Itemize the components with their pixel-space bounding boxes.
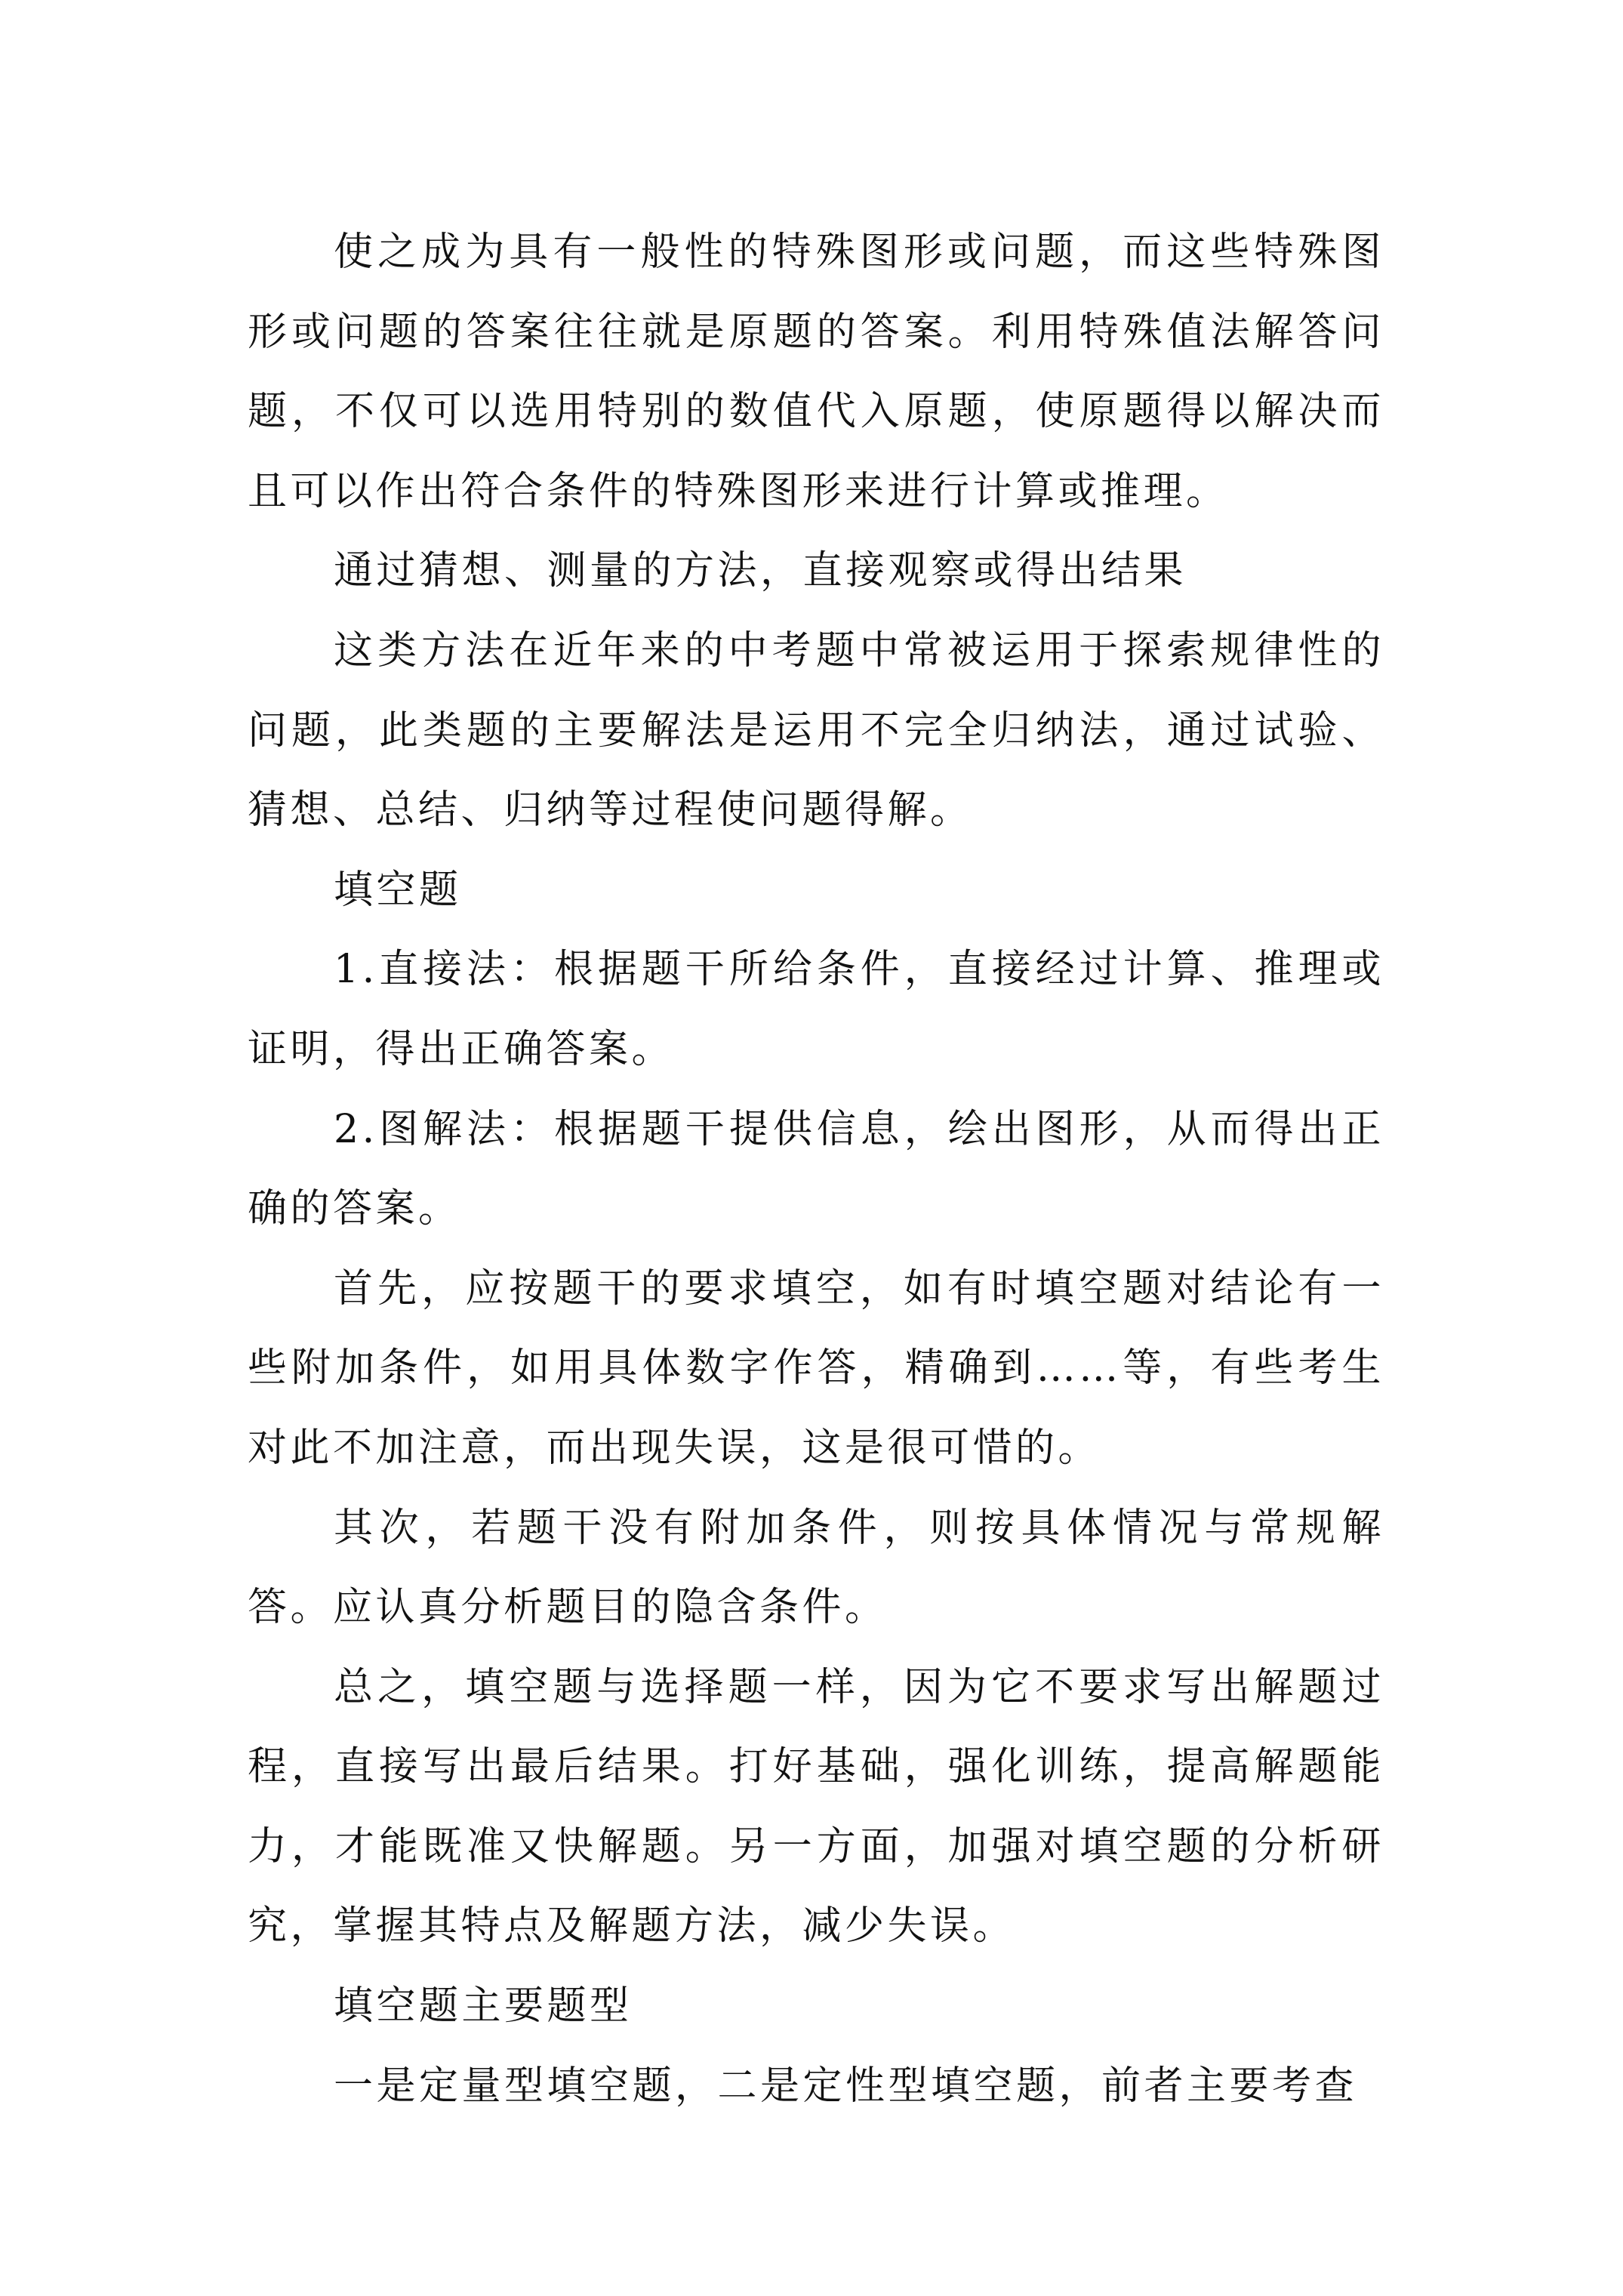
paragraph-induction-method: 这类方法在近年来的中考题中常被运用于探索规律性的问题，此类题的主要解法是运用不完全归纳法，通过试验、猜想、总结、归纳等过程使问题得解。 xyxy=(248,627,1384,834)
paragraph-direct-method: 1.直接法：根据题干所给条件，直接经过计算、推理或证明，得出正确答案。 xyxy=(248,947,1384,1072)
paragraph-first-requirements: 首先，应按题干的要求填空，如有时填空题对结论有一些附加条件，如用具体数字作答，精确到……等，有些考生对此不加注意，而出现失误，这是很可惜的。 xyxy=(248,1265,1384,1471)
paragraph-summary: 总之，填空题与选择题一样，因为它不要求写出解题过程，直接写出最后结果。打好基础，强化训练，提高解题能力，才能既准又快解题。另一方面，加强对填空题的分析研究，掌握其特点及解题方法，减少失误。 xyxy=(248,1664,1384,1949)
document-page xyxy=(248,213,1384,2126)
heading-fill-in-blank: 填空题 xyxy=(334,867,462,913)
heading-main-question-types: 填空题主要题型 xyxy=(334,1983,633,2029)
paragraph-question-types: 一是定量型填空题，二是定性型填空题，前者主要考查 xyxy=(334,2063,1358,2109)
paragraph-special-value-method: 使之成为具有一般性的特殊图形或问题，而这些特殊图形或问题的答案往往就是原题的答案。利用特殊值法解答问题，不仅可以选用特别的数值代入原题，使原题得以解决而且可以作出符合条件的特殊图形来进行计算或推理。 xyxy=(248,230,1384,514)
paragraph-second-conditions: 其次，若题干没有附加条件，则按具体情况与常规解答。应认真分析题目的隐含条件。 xyxy=(248,1505,1384,1631)
paragraph-graphic-method: 2.图解法：根据题干提供信息，绘出图形，从而得出正确的答案。 xyxy=(248,1106,1384,1232)
heading-guess-and-measure: 通过猜想、测量的方法，直接观察或得出结果 xyxy=(334,548,1187,594)
